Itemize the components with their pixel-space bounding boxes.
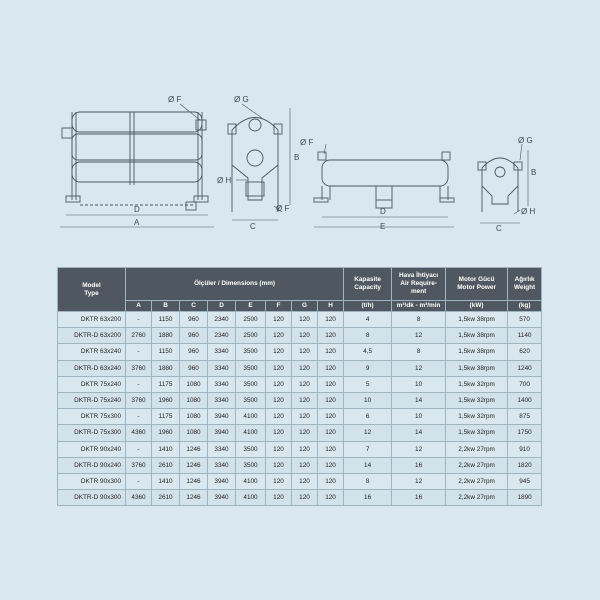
table-cell: -	[126, 312, 152, 328]
table-cell: 4	[344, 312, 392, 328]
table-cell: 1240	[508, 360, 542, 376]
table-cell: 1410	[152, 441, 180, 457]
table-cell: 4,5	[344, 344, 392, 360]
table-cell: 120	[292, 441, 318, 457]
table-cell: 1,5kw 32rpm	[446, 409, 508, 425]
table-cell: 12	[392, 474, 446, 490]
table-cell: 120	[292, 360, 318, 376]
label-e: E	[380, 222, 386, 231]
table-cell: 2,2kw 27rpm	[446, 490, 508, 506]
table-cell: 1,5kw 32rpm	[446, 376, 508, 392]
table-row	[58, 457, 542, 473]
table-cell: 3500	[236, 360, 266, 376]
table-cell: 120	[292, 393, 318, 409]
table-cell: 120	[318, 441, 344, 457]
drawing-single-front	[314, 152, 454, 208]
table-cell: 120	[266, 474, 292, 490]
dim-col-a: A	[126, 301, 152, 312]
unit-weight: (kg)	[508, 301, 542, 312]
table-cell: 120	[266, 376, 292, 392]
table-cell: 2500	[236, 312, 266, 328]
table-row	[58, 376, 542, 392]
table-cell: 2340	[208, 312, 236, 328]
table-cell: 620	[508, 344, 542, 360]
table-cell: 4100	[236, 474, 266, 490]
table-cell: 2610	[152, 490, 180, 506]
header-motor-en: Motor Power	[457, 284, 496, 291]
table-cell: -	[126, 409, 152, 425]
table-cell: 1175	[152, 409, 180, 425]
table-cell: 120	[266, 409, 292, 425]
table-cell: 3760	[126, 393, 152, 409]
table-cell: 3760	[126, 457, 152, 473]
dim-col-h: H	[318, 301, 344, 312]
table-cell: 3340	[208, 360, 236, 376]
table-cell: 120	[266, 393, 292, 409]
header-air-tr: Hava İhtiyacı	[399, 272, 439, 279]
table-cell: -	[126, 344, 152, 360]
model-cell: DKTR 90x240	[58, 441, 126, 457]
table-cell: 2500	[236, 328, 266, 344]
table-cell: 1080	[180, 393, 208, 409]
table-cell: 1750	[508, 425, 542, 441]
dim-col-c: C	[180, 301, 208, 312]
table-cell: 4100	[236, 490, 266, 506]
header-air-en-2: ment	[410, 288, 427, 295]
model-cell: DKTR-D 90x300	[58, 490, 126, 506]
table-cell: -	[126, 376, 152, 392]
table-row	[58, 474, 542, 490]
specification-table	[57, 267, 542, 506]
table-cell: 3500	[236, 457, 266, 473]
table-row	[58, 490, 542, 506]
technical-drawings	[0, 0, 600, 260]
table-row	[58, 328, 542, 344]
table-cell: 910	[508, 441, 542, 457]
table-cell: 120	[318, 328, 344, 344]
table-cell: 570	[508, 312, 542, 328]
table-cell: 1,5kw 38rpm	[446, 344, 508, 360]
table-cell: 120	[266, 328, 292, 344]
table-row	[58, 425, 542, 441]
table-cell: 2340	[208, 328, 236, 344]
table-cell: 120	[318, 457, 344, 473]
table-cell: 120	[292, 344, 318, 360]
model-cell: DKTR 75x240	[58, 376, 126, 392]
header-model-en: Type	[84, 289, 99, 297]
header-weight	[508, 268, 542, 301]
table-cell: 4360	[126, 490, 152, 506]
model-cell: DKTR-D 63x240	[58, 360, 126, 376]
dim-col-f: F	[266, 301, 292, 312]
model-cell: DKTR 63x200	[58, 312, 126, 328]
table-cell: 875	[508, 409, 542, 425]
table-cell: 1246	[180, 474, 208, 490]
drawing-single-side	[478, 158, 522, 212]
table-cell: 120	[266, 344, 292, 360]
table-cell: 120	[266, 312, 292, 328]
model-cell: DKTR-D 75x240	[58, 393, 126, 409]
table-cell: 960	[180, 360, 208, 376]
table-cell: 1820	[508, 457, 542, 473]
table-cell: 120	[292, 457, 318, 473]
header-capacity-tr: Kapasite	[354, 276, 381, 283]
table-cell: 960	[180, 344, 208, 360]
label-b-1: B	[294, 153, 300, 162]
table-cell: 3340	[208, 457, 236, 473]
table-cell: 16	[344, 490, 392, 506]
dim-col-g: G	[292, 301, 318, 312]
table-cell: 120	[292, 409, 318, 425]
table-cell: 10	[392, 376, 446, 392]
table-cell: 1150	[152, 312, 180, 328]
table-cell: 3340	[208, 441, 236, 457]
table-cell: 120	[318, 344, 344, 360]
table-cell: 3340	[208, 376, 236, 392]
table-cell: 3940	[208, 474, 236, 490]
header-capacity-en: Capacity	[354, 284, 381, 291]
table-cell: 120	[318, 393, 344, 409]
table-cell: 8	[344, 474, 392, 490]
table-cell: 3500	[236, 344, 266, 360]
label-g-2: Ø G	[518, 136, 533, 145]
table-cell: 10	[392, 409, 446, 425]
dim-col-d: D	[208, 301, 236, 312]
drawing-double-side	[228, 118, 282, 213]
table-row	[58, 360, 542, 376]
table-cell: 9	[344, 360, 392, 376]
table-cell: 120	[318, 360, 344, 376]
table-cell: 12	[392, 328, 446, 344]
table-cell: 2,2kw 27rpm	[446, 474, 508, 490]
table-cell: 960	[180, 328, 208, 344]
table-cell: 960	[180, 312, 208, 328]
header-capacity	[344, 268, 392, 301]
table-cell: 2760	[126, 328, 152, 344]
unit-air: m³/dk - m³/min	[392, 301, 446, 312]
table-cell: 1246	[180, 490, 208, 506]
table-cell: 3500	[236, 441, 266, 457]
label-d-1: D	[134, 205, 140, 214]
table-cell: 120	[318, 376, 344, 392]
table-cell: 1400	[508, 393, 542, 409]
table-cell: 1080	[180, 409, 208, 425]
table-cell: 1,5kw 38rpm	[446, 312, 508, 328]
table-cell: 120	[292, 376, 318, 392]
label-h-1: Ø H	[217, 176, 232, 185]
table-cell: 1150	[152, 344, 180, 360]
table-cell: 120	[292, 490, 318, 506]
table-cell: 120	[292, 425, 318, 441]
table-row	[58, 441, 542, 457]
table-cell: 5	[344, 376, 392, 392]
model-cell: DKTR-D 75x300	[58, 425, 126, 441]
header-motor-tr: Motor Gücü	[458, 276, 495, 283]
model-cell: DKTR-D 63x200	[58, 328, 126, 344]
table-cell: 3940	[208, 490, 236, 506]
table-cell: 120	[318, 490, 344, 506]
label-c-2: C	[496, 224, 502, 233]
label-c-1: C	[250, 222, 256, 231]
table-cell: 6	[344, 409, 392, 425]
table-cell: 3940	[208, 409, 236, 425]
table-cell: 12	[344, 425, 392, 441]
table-cell: 120	[292, 474, 318, 490]
label-f-1: Ø F	[168, 95, 182, 104]
table-cell: 120	[318, 312, 344, 328]
label-h-2: Ø H	[521, 207, 536, 216]
table-cell: 2,2kw 27rpm	[446, 441, 508, 457]
table-cell: 14	[344, 457, 392, 473]
table-cell: 1175	[152, 376, 180, 392]
model-cell: DKTR-D 90x240	[58, 457, 126, 473]
header-air-en-1: Air Require-	[400, 280, 437, 287]
table-cell: 14	[392, 425, 446, 441]
table-cell: 8	[392, 312, 446, 328]
table-cell: 3760	[126, 360, 152, 376]
header-model	[58, 268, 126, 312]
label-f-2: Ø F	[276, 204, 290, 213]
label-f-3: Ø F	[300, 138, 314, 147]
table-cell: 120	[318, 474, 344, 490]
header-model-tr: Model	[82, 281, 101, 289]
table-row	[58, 409, 542, 425]
model-cell: DKTR 75x300	[58, 409, 126, 425]
table-cell: 120	[292, 328, 318, 344]
table-cell: 1,5kw 38rpm	[446, 360, 508, 376]
table-cell: 1880	[152, 360, 180, 376]
table-cell: 945	[508, 474, 542, 490]
table-cell: 1,5kw 32rpm	[446, 393, 508, 409]
technical-drawings-svg	[0, 0, 600, 260]
table-cell: 2610	[152, 457, 180, 473]
unit-motor: (kW)	[446, 301, 508, 312]
table-row	[58, 344, 542, 360]
table-cell: 1960	[152, 393, 180, 409]
table-cell: -	[126, 441, 152, 457]
model-cell: DKTR 63x240	[58, 344, 126, 360]
dim-col-b: B	[152, 301, 180, 312]
header-weight-en: Weight	[514, 284, 536, 291]
table-body	[58, 312, 542, 506]
table-cell: 4360	[126, 425, 152, 441]
table-cell: 2,2kw 27rpm	[446, 457, 508, 473]
table-cell: 8	[392, 344, 446, 360]
table-cell: 12	[392, 360, 446, 376]
table-cell: 120	[266, 425, 292, 441]
table-cell: 1960	[152, 425, 180, 441]
table-cell: 16	[392, 457, 446, 473]
table-cell: 120	[266, 441, 292, 457]
table-cell: 4100	[236, 409, 266, 425]
table-row	[58, 393, 542, 409]
table-cell: 16	[392, 490, 446, 506]
table-cell: 1080	[180, 376, 208, 392]
table-cell: 1246	[180, 457, 208, 473]
label-g-1: Ø G	[234, 95, 249, 104]
header-air	[392, 268, 446, 301]
table-cell: 1140	[508, 328, 542, 344]
table-cell: 3500	[236, 376, 266, 392]
table-cell: 120	[292, 312, 318, 328]
table-cell: 120	[318, 425, 344, 441]
table-cell: 1080	[180, 425, 208, 441]
table-cell: 120	[266, 457, 292, 473]
table-cell: 3340	[208, 393, 236, 409]
table-row	[58, 312, 542, 328]
header-weight-tr: Ağırlık	[514, 276, 535, 283]
table-cell: 1410	[152, 474, 180, 490]
table-cell: 14	[392, 393, 446, 409]
table-cell: 1246	[180, 441, 208, 457]
table-cell: 7	[344, 441, 392, 457]
header-motor	[446, 268, 508, 301]
table-cell: 120	[266, 490, 292, 506]
dim-col-e: E	[236, 301, 266, 312]
table-cell: 10	[344, 393, 392, 409]
table-cell: 120	[318, 409, 344, 425]
table-cell: 1890	[508, 490, 542, 506]
table-cell: 12	[392, 441, 446, 457]
label-a: A	[134, 218, 140, 227]
header-dimensions: Ölçüler / Dimensions (mm)	[126, 268, 344, 301]
table-cell: 8	[344, 328, 392, 344]
table-cell: 1,5kw 38rpm	[446, 328, 508, 344]
table-cell: 1,5kw 32rpm	[446, 425, 508, 441]
table-cell: 4100	[236, 425, 266, 441]
table-cell: 700	[508, 376, 542, 392]
label-d-2: D	[380, 207, 386, 216]
drawing-double-front	[62, 112, 208, 210]
table-cell: -	[126, 474, 152, 490]
table-cell: 3940	[208, 425, 236, 441]
table-cell: 120	[266, 360, 292, 376]
label-b-2: B	[531, 168, 537, 177]
model-cell: DKTR 90x300	[58, 474, 126, 490]
table-cell: 3340	[208, 344, 236, 360]
table-cell: 3500	[236, 393, 266, 409]
unit-capacity: (t/h)	[344, 301, 392, 312]
table-cell: 1880	[152, 328, 180, 344]
